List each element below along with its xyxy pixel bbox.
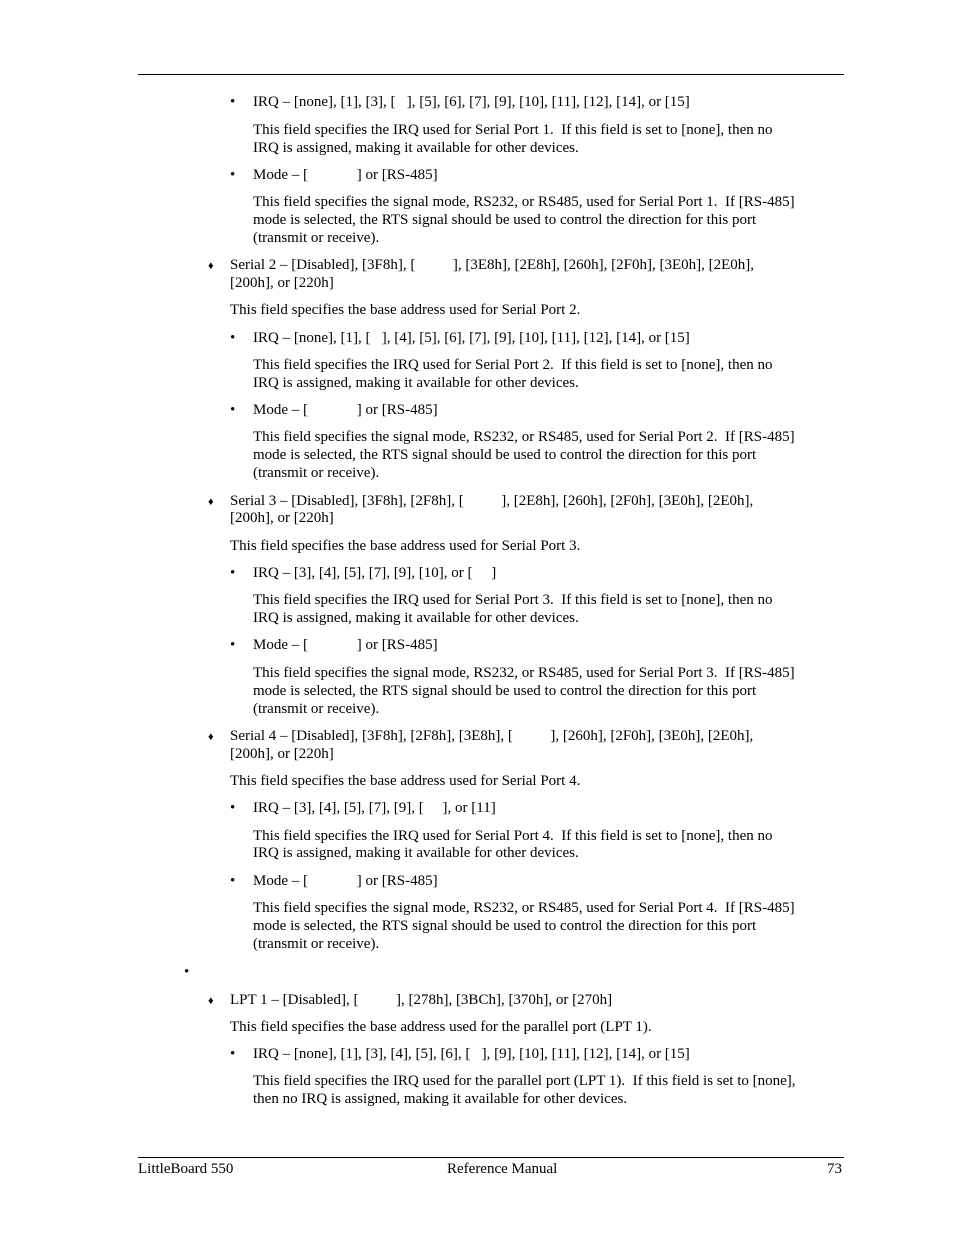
bullet-icon: • xyxy=(230,637,236,653)
bullet-icon: • xyxy=(230,94,236,110)
serial1-mode-desc-line: (transmit or receive). xyxy=(253,230,380,246)
serial4-heading-line: [200h], or [220h] xyxy=(230,746,334,762)
serial1-mode-desc-line: This field specifies the signal mode, RS232, or RS485, used for Serial Port 1. If [RS-485] xyxy=(253,194,795,210)
serial1-mode-desc-line: mode is selected, the RTS signal should be used to control the direction for this port xyxy=(253,212,757,228)
serial3-mode-heading: Mode – [ ] or [RS-485] xyxy=(253,637,438,653)
serial2-heading-line: [200h], or [220h] xyxy=(230,275,334,291)
bullet-icon: • xyxy=(230,402,236,418)
lpt1-desc: This field specifies the base address used for the parallel port (LPT 1). xyxy=(230,1019,652,1035)
serial3-mode-desc-line: (transmit or receive). xyxy=(253,701,380,717)
serial2-mode-heading: Mode – [ ] or [RS-485] xyxy=(253,402,438,418)
serial2-mode-desc-line: mode is selected, the RTS signal should be used to control the direction for this port xyxy=(253,447,757,463)
serial4-irq-heading: IRQ – [3], [4], [5], [7], [9], [ ], or [11] xyxy=(253,800,496,816)
lpt1-heading: LPT 1 – [Disabled], [ ], [278h], [3BCh], [370h], or [270h] xyxy=(230,992,613,1008)
serial1-irq-desc-line: This field specifies the IRQ used for Serial Port 1. If this field is set to [none], then no xyxy=(253,122,773,138)
serial1-irq-desc-line: IRQ is assigned, making it available for other devices. xyxy=(253,140,579,156)
lpt1-irq-desc-line: This field specifies the IRQ used for the parallel port (LPT 1). If this field is set to [none], xyxy=(253,1073,796,1089)
serial3-irq-desc-line: This field specifies the IRQ used for Serial Port 3. If this field is set to [none], then no xyxy=(253,592,773,608)
diamond-bullet-icon: ♦ xyxy=(208,731,214,743)
serial3-desc: This field specifies the base address used for Serial Port 3. xyxy=(230,538,581,554)
serial4-mode-heading: Mode – [ ] or [RS-485] xyxy=(253,873,438,889)
bullet-icon: • xyxy=(230,873,236,889)
footer-title: Reference Manual xyxy=(447,1161,558,1177)
serial2-irq-desc-line: IRQ is assigned, making it available for other devices. xyxy=(253,375,579,391)
serial2-desc: This field specifies the base address used for Serial Port 2. xyxy=(230,302,581,318)
serial3-irq-heading: IRQ – [3], [4], [5], [7], [9], [10], or [ ] xyxy=(253,565,497,581)
serial4-irq-desc-line: IRQ is assigned, making it available for other devices. xyxy=(253,845,579,861)
serial2-irq-desc-line: This field specifies the IRQ used for Serial Port 2. If this field is set to [none], then no xyxy=(253,357,773,373)
serial2-heading-line: Serial 2 – [Disabled], [3F8h], [ ], [3E8h], [2E8h], [260h], [2F0h], [3E0h], [2E0h], xyxy=(230,257,755,273)
lpt1-irq-desc-line: then no IRQ is assigned, making it available for other devices. xyxy=(253,1091,628,1107)
bullet-icon: • xyxy=(230,1046,236,1062)
serial4-mode-desc-line: This field specifies the signal mode, RS232, or RS485, used for Serial Port 4. If [RS-485] xyxy=(253,900,795,916)
bullet-icon: • xyxy=(230,800,236,816)
serial3-irq-desc-line: IRQ is assigned, making it available for other devices. xyxy=(253,610,579,626)
page-number: 73 xyxy=(827,1161,842,1177)
footer-rule xyxy=(138,1157,844,1158)
serial3-mode-desc-line: mode is selected, the RTS signal should be used to control the direction for this port xyxy=(253,683,757,699)
serial1-irq-heading: IRQ – [none], [1], [3], [ ], [5], [6], [7], [9], [10], [11], [12], [14], or [15] xyxy=(253,94,690,110)
serial4-irq-desc-line: This field specifies the IRQ used for Serial Port 4. If this field is set to [none], then no xyxy=(253,828,773,844)
serial2-mode-desc-line: This field specifies the signal mode, RS232, or RS485, used for Serial Port 2. If [RS-485] xyxy=(253,429,795,445)
header-rule xyxy=(138,74,844,75)
footer-product: LittleBoard 550 xyxy=(138,1161,234,1177)
serial4-desc: This field specifies the base address used for Serial Port 4. xyxy=(230,773,581,789)
serial3-heading-line: Serial 3 – [Disabled], [3F8h], [2F8h], [ ], [2E8h], [260h], [2F0h], [3E0h], [2E0h], xyxy=(230,493,754,509)
bullet-icon: • xyxy=(230,167,236,183)
bullet-icon: • xyxy=(184,964,190,980)
serial4-mode-desc-line: (transmit or receive). xyxy=(253,936,380,952)
bullet-icon: • xyxy=(230,330,236,346)
serial4-mode-desc-line: mode is selected, the RTS signal should be used to control the direction for this port xyxy=(253,918,757,934)
serial4-heading-line: Serial 4 – [Disabled], [3F8h], [2F8h], [3E8h], [ ], [260h], [2F0h], [3E0h], [2E0h], xyxy=(230,728,754,744)
lpt1-irq-heading: IRQ – [none], [1], [3], [4], [5], [6], [ ], [9], [10], [11], [12], [14], or [15] xyxy=(253,1046,690,1062)
diamond-bullet-icon: ♦ xyxy=(208,995,214,1007)
serial3-mode-desc-line: This field specifies the signal mode, RS232, or RS485, used for Serial Port 3. If [RS-485] xyxy=(253,665,795,681)
serial3-heading-line: [200h], or [220h] xyxy=(230,510,334,526)
serial1-mode-heading: Mode – [ ] or [RS-485] xyxy=(253,167,438,183)
diamond-bullet-icon: ♦ xyxy=(208,496,214,508)
diamond-bullet-icon: ♦ xyxy=(208,260,214,272)
serial2-mode-desc-line: (transmit or receive). xyxy=(253,465,380,481)
bullet-icon: • xyxy=(230,565,236,581)
serial2-irq-heading: IRQ – [none], [1], [ ], [4], [5], [6], [7], [9], [10], [11], [12], [14], or [15] xyxy=(253,330,690,346)
